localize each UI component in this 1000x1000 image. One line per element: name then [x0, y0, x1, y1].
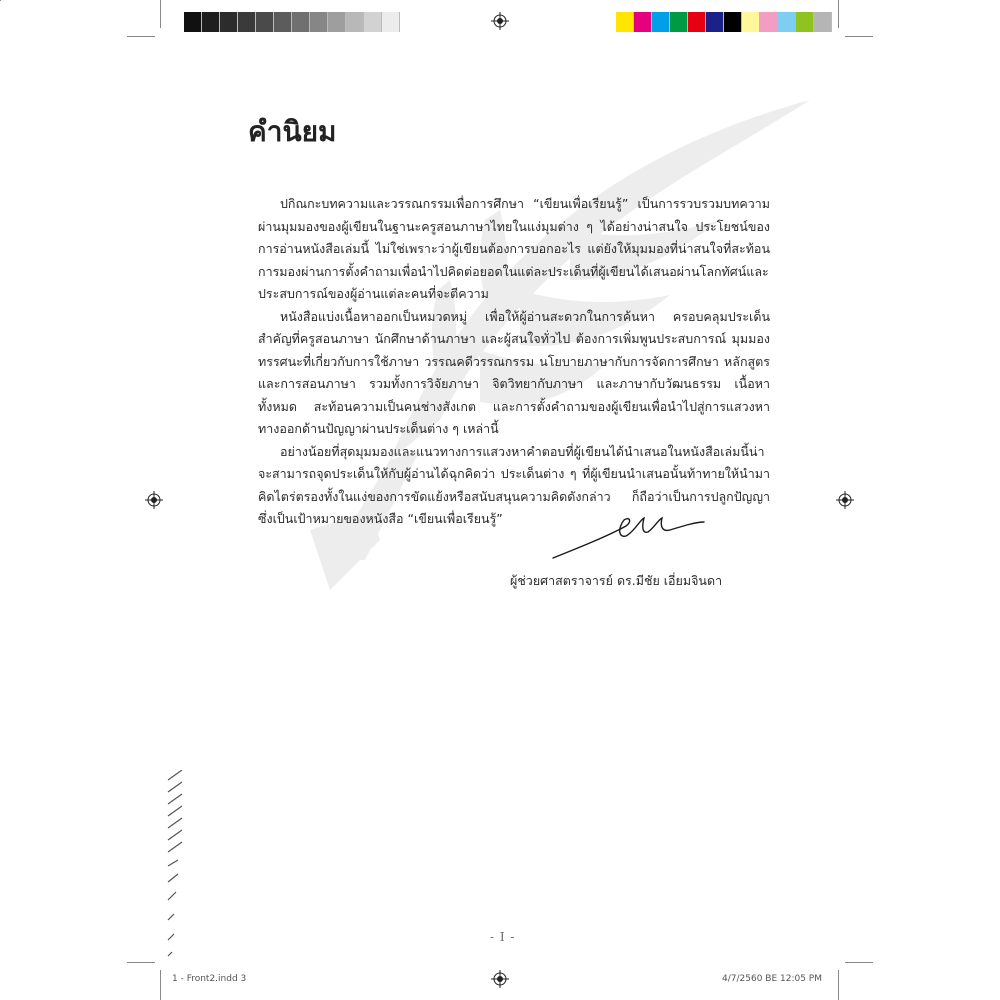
- color-swatch: [382, 12, 400, 32]
- crop-mark: [845, 36, 873, 37]
- crop-mark: [160, 970, 161, 1000]
- crop-mark: [0, 0, 1, 1]
- color-swatch: [796, 12, 814, 32]
- crop-mark: [838, 0, 839, 28]
- color-swatch: [220, 12, 238, 32]
- color-swatch: [742, 12, 760, 32]
- color-swatch: [616, 12, 634, 32]
- page-title: คำนิยม: [248, 115, 337, 148]
- slug-timestamp: 4/7/2560 BE 12:05 PM: [722, 974, 822, 984]
- color-swatch: [202, 12, 220, 32]
- crop-mark: [838, 970, 839, 1000]
- registration-mark-icon: [145, 491, 163, 509]
- crop-mark: [845, 962, 873, 963]
- color-swatch: [814, 12, 832, 32]
- registration-mark-icon: [491, 970, 509, 988]
- crop-mark: [127, 962, 155, 963]
- signature-icon: [548, 508, 708, 566]
- color-swatch: [688, 12, 706, 32]
- color-swatch: [328, 12, 346, 32]
- registration-mark-icon: [491, 12, 509, 30]
- registration-mark-icon: [836, 491, 854, 509]
- foreword-paragraph: ปกิณกะบทความและวรรณกรรมเพื่อการศึกษา “เขียนเพื่อเรียนรู้” เป็นการรวบรวมบทความผ่านมุมมองของผู้เขียนในฐานะครูสอนภาษาไทยในแง่มุมต่าง ๆ ได้อย่างน่าสนใจ ประโยชน์ของการอ่านหนังสือเล่มนี้ ไม่ใช่เพราะว่าผู้เขียนต้องการบอกอะไร แต่ยังให้มุมมองที่น่าสนใจที่สะท้อนการมองผ่านการตั้งคำถามเพื่อนำไปคิดต่อยอดในแต่ละประเด็นที่ผู้เขียนได้เสนอผ่านโลกทัศน์และประสบการณ์ของผู้อ่านแต่ละคนที่จะตีความ: [258, 196, 770, 301]
- foreword-body: [258, 193, 770, 531]
- crop-mark: [160, 0, 161, 28]
- color-swatch: [310, 12, 328, 32]
- color-swatch: [778, 12, 796, 32]
- leaf-ornament-icon: [160, 770, 190, 960]
- slug-filename: 1 - Front2.indd 3: [172, 974, 247, 984]
- color-swatch: [706, 12, 724, 32]
- color-swatch: [634, 12, 652, 32]
- color-swatch: [292, 12, 310, 32]
- page-number: - I -: [490, 930, 516, 944]
- color-swatch: [760, 12, 778, 32]
- color-swatch: [364, 12, 382, 32]
- foreword-paragraph: อย่างน้อยที่สุดมุมมองและแนวทางการแสวงหาคำตอบที่ผู้เขียนได้นำเสนอในหนังสือเล่มนี้น่าจะสามารถจุดประเด็นให้กับผู้อ่านได้ฉุกคิดว่า ประเด็นต่าง ๆ ที่ผู้เขียนนำเสนอนั้นท้าทายให้นำมาคิดไตร่ตรองทั้งในแง่ของการขัดแย้งหรือสนับสนุนความคิดดังกล่าว ก็ถือว่าเป็นการปลูกปัญญา ซึ่งเป็นเป้าหมายของหนังสือ “เขียนเพื่อเรียนรู้”: [258, 443, 770, 526]
- foreword-paragraph: หนังสือแบ่งเนื้อหาออกเป็นหมวดหมู่ เพื่อให้ผู้อ่านสะดวกในการค้นหา ครอบคลุมประเด็นสำคัญที่ครูสอนภาษา นักศึกษาด้านภาษา และผู้สนใจทั่วไป ต้องการเพิ่มพูนประสบการณ์ มุมมอง ทรรศนะที่เกี่ยวกับการใช้ภาษา วรรณคดีวรรณกรรม นโยบายภาษากับการจัดการศึกษา หลักสูตร และการสอนภาษา รวมทั้งการวิจัยภาษา จิตวิทยากับภาษา และภาษากับวัฒนธรรม เนื้อหาทั้งหมด สะท้อนความเป็นคนช่างสังเกต และการตั้งคำถามของผู้เขียนเพื่อนำไปสู่การแสวงหาทางออกด้านปัญญาผ่านประเด็นต่าง ๆ เหล่านี้: [258, 308, 770, 436]
- color-swatch: [670, 12, 688, 32]
- color-swatch: [238, 12, 256, 32]
- author-name: ผู้ช่วยศาสตราจารย์ ดร.มีชัย เอี่ยมจินดา: [510, 573, 723, 588]
- color-swatch: [652, 12, 670, 32]
- color-swatch: [184, 12, 202, 32]
- crop-mark: [127, 36, 155, 37]
- color-swatch: [724, 12, 742, 32]
- color-swatch: [274, 12, 292, 32]
- color-swatch: [256, 12, 274, 32]
- color-swatch: [346, 12, 364, 32]
- gray-scale-bar: [184, 12, 400, 32]
- process-color-bar: [616, 12, 832, 32]
